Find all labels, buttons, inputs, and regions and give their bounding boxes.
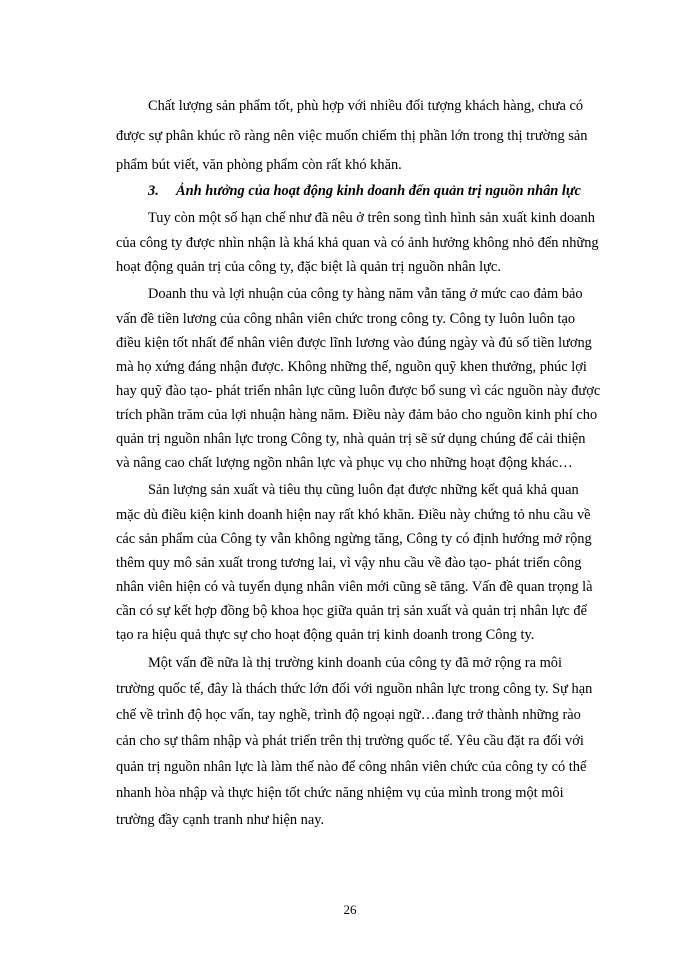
paragraph-3-line-6: trích phần trăm của lợi nhuận hàng năm. Điều này đảm bảo cho nguồn kinh phí cho (116, 407, 598, 423)
paragraph-4-line-5: nhân viên hiện có và tuyển dụng nhân viên mới cũng sẽ tăng. Vấn đề quan trọng là (116, 579, 593, 595)
paragraph-2-line-1: Tuy còn một số hạn chế như đã nêu ở trên song tình hình sản xuất kinh doanh (148, 210, 595, 226)
paragraph-4-line-7: tạo ra hiệu quả thực sự cho hoạt động quản trị kinh doanh trong Công ty. (116, 627, 535, 643)
section-heading-text: Ảnh hưởng của hoạt động kinh doanh đến quản trị nguồn nhân lực (176, 183, 581, 199)
paragraph-1-line-1: Chất lượng sản phẩm tốt, phù hợp với nhiều đối tượng khách hàng, chưa có (148, 98, 584, 114)
paragraph-3-line-4: mà họ xứng đáng nhận được. Không những thế, nguồn quỹ khen thưởng, phúc lợi (116, 359, 587, 375)
paragraph-4-line-4: thêm quy mô sản xuất trong tương lai, vì vậy nhu cầu về đào tạo- phát triển công (116, 555, 582, 571)
paragraph-5-line-3: chế về trình độ học vấn, tay nghề, trình độ ngoại ngữ…đang trở thành những rào (116, 707, 581, 723)
paragraph-3-line-5: hay quỹ đào tạo- phát triển nhân lực cũng luôn được bổ sung vì các nguồn này được (116, 383, 601, 399)
paragraph-5-line-7: trường đầy cạnh tranh như hiện nay. (116, 812, 325, 828)
paragraph-2-line-3: hoạt động quản trị của công ty, đặc biệt là quản trị nguồn nhân lực. (116, 259, 501, 275)
paragraph-3-line-3: điều kiện tốt nhất để nhân viên được lĩnh lương vào đúng ngày và đủ số tiền lương (116, 335, 592, 351)
page-number: 26 (343, 902, 357, 917)
paragraph-5-line-4: cản cho sự thâm nhập và phát triển trên thị trường quốc tế. Yêu cầu đặt ra đối với (116, 733, 584, 749)
paragraph-3-line-2: vấn đề tiền lương của công nhân viên chức trong công ty. Công ty luôn luôn tạo (116, 311, 576, 327)
paragraph-5-line-5: quản trị nguồn nhân lực là làm thế nào để công nhân viên chức của công ty có thể (116, 759, 587, 775)
paragraph-4-line-1: Sản lượng sản xuất và tiêu thụ cũng luôn đạt được những kết quả khả quan (148, 482, 579, 498)
paragraph-2-line-2: của công ty được nhìn nhận là khá khả quan và có ảnh hưởng không nhỏ đến những (116, 235, 599, 251)
paragraph-3-line-1: Doanh thu và lợi nhuận của công ty hàng năm vẫn tăng ở mức cao đảm bảo (148, 286, 583, 302)
paragraph-1-line-2: được sự phân khúc rõ ràng nên việc muốn chiếm thị phần lớn trong thị trường sản (116, 128, 588, 144)
section-heading (148, 182, 581, 200)
paragraph-1-line-3: phẩm bút viết, văn phòng phẩm còn rất khó khăn. (116, 157, 402, 173)
paragraph-3-line-7: quản trị nguồn nhân lực trong Công ty, nhà quản trị sẽ sử dụng chúng để cải thiện (116, 431, 586, 447)
paragraph-4-line-3: các sản phẩm của Công ty vẫn không ngừng tăng, Công ty có định hướng mở rộng (116, 531, 592, 547)
paragraph-4-line-6: cần có sự kết hợp đồng bộ khoa học giữa quản trị sản xuất và quản trị nhân lực để (116, 603, 587, 619)
paragraph-3-line-8: và nâng cao chất lượng ngồn nhân lực và phục vụ cho những hoạt động khác… (116, 455, 573, 471)
paragraph-4-line-2: mặc dù điều kiện kinh doanh hiện nay rất khó khăn. Điều này chứng tỏ nhu cầu về (116, 507, 591, 523)
paragraph-5-line-6: nhanh hòa nhập và thực hiện tốt chức năng nhiệm vụ của mình trong một môi (116, 785, 564, 801)
section-heading-number: 3. (148, 183, 159, 199)
paragraph-5-line-2: trường quốc tế, đây là thách thức lớn đối với nguồn nhân lực trong công ty. Sự hạn (116, 681, 593, 697)
paragraph-5-line-1: Một vấn đề nữa là thị trường kinh doanh của công ty đã mở rộng ra môi (148, 655, 562, 671)
